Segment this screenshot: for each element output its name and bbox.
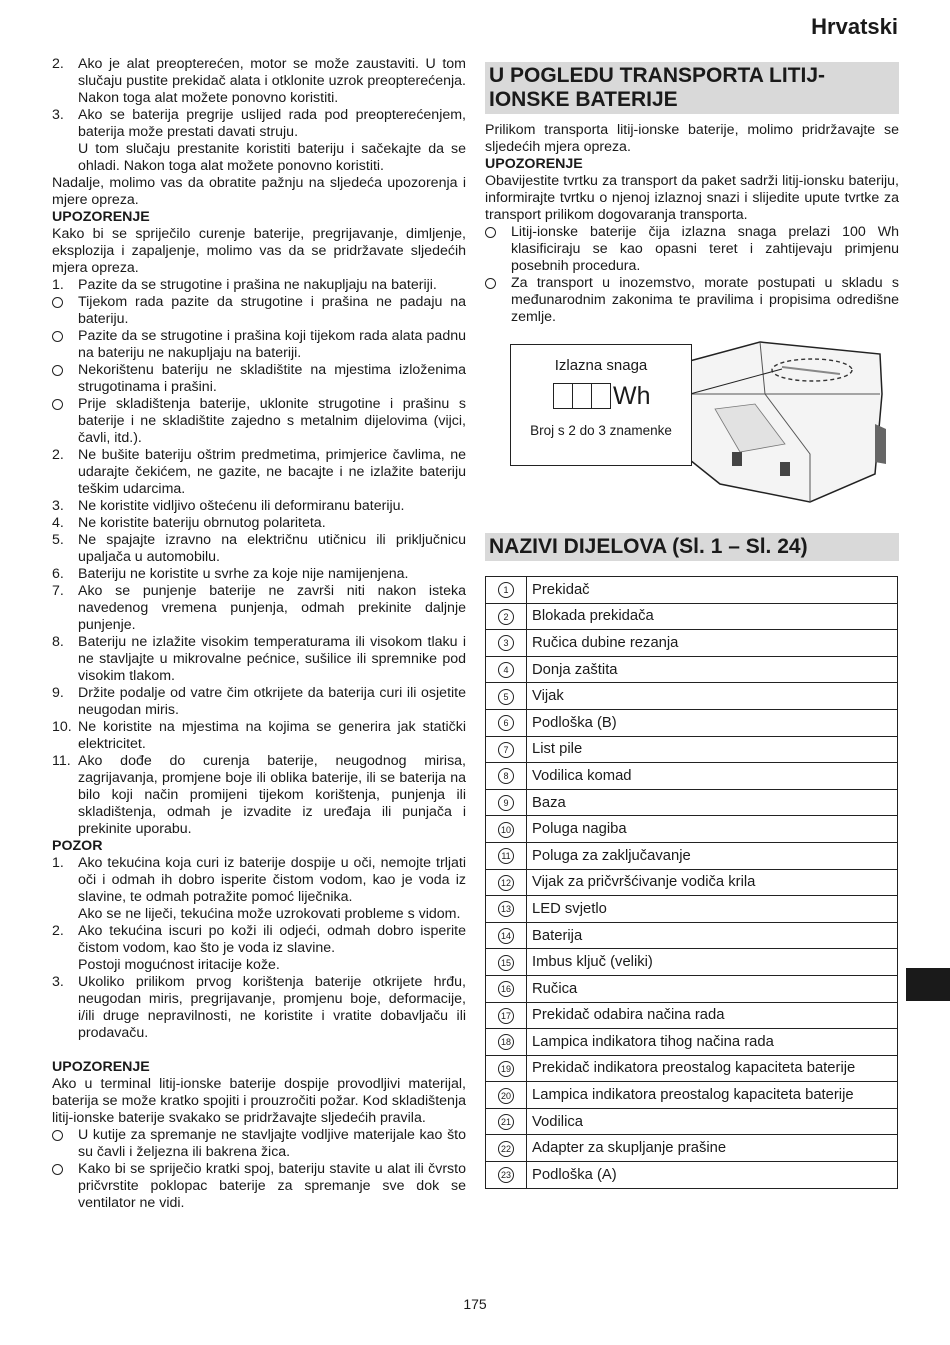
part-name: Poluga za zaključavanje <box>527 842 898 869</box>
table-row <box>486 1162 898 1189</box>
table-row <box>486 1108 898 1135</box>
part-number-cell <box>486 1002 527 1029</box>
bullet-item <box>52 1161 466 1212</box>
part-number-cell <box>486 656 527 683</box>
item-text: Ako dođe do curenja baterije, neugodnog mirisa, zagrijavanja, promjene boje ili oblika baterije, ili se baterija na bilo koji način promijeni tijekom korištenja, punjenja ili skladištenja, odmah je izvadite iz uređaja ili punjača i prekinite uporabu. <box>78 753 466 837</box>
table-row <box>486 816 898 843</box>
list-item <box>52 719 466 753</box>
list-item <box>52 685 466 719</box>
table-row <box>486 656 898 683</box>
item-number: 1. <box>52 277 64 293</box>
item-text: Ne spajajte izravno na električnu utičnicu ili priključnicu upaljača u automobilu. <box>78 532 466 565</box>
circle-bullet-icon <box>485 278 496 289</box>
part-number: 9 <box>498 795 514 811</box>
part-number: 4 <box>498 662 514 678</box>
table-row <box>486 1082 898 1109</box>
part-number-cell <box>486 869 527 896</box>
part-number-cell <box>486 816 527 843</box>
bullet-text: Nekorištenu bateriju ne skladištite na mjestima izloženima strugotinama i prašini. <box>78 362 466 395</box>
part-number-cell <box>486 683 527 710</box>
part-number: 12 <box>498 875 514 891</box>
item-number: 6. <box>52 566 64 582</box>
table-row <box>486 736 898 763</box>
parts-table <box>485 576 898 1189</box>
table-row <box>486 922 898 949</box>
item-text: Ako se punjenje baterije ne završi niti nakon isteka navedenog vremena punjenja, odmah prekinite daljnje punjenje. <box>78 583 466 633</box>
item-number: 3. <box>52 107 64 123</box>
list-item <box>52 753 466 838</box>
table-row <box>486 1135 898 1162</box>
item-text: Ako se baterija pregrije uslijed rada pod preopterećenjem, baterija može prestati davati struju. <box>78 107 466 140</box>
label-note: Broj s 2 do 3 znamenke <box>530 423 672 438</box>
part-number-cell <box>486 603 527 630</box>
part-number-cell <box>486 922 527 949</box>
part-number: 20 <box>498 1088 514 1104</box>
part-name: Vijak <box>527 683 898 710</box>
part-number: 14 <box>498 928 514 944</box>
part-number-cell <box>486 949 527 976</box>
bullet-text: Litij-ionske baterije čija izlazna snaga prelazi 100 Wh klasificiraju se kao opasni teret i zahtijevaju primjenu posebnih procedura. <box>511 224 899 274</box>
part-name: Podloška (A) <box>527 1162 898 1189</box>
item-text: Držite podalje od vatre čim otkrijete da baterija curi ili osjetite neugodan miris. <box>78 685 466 718</box>
part-number-cell <box>486 975 527 1002</box>
left-column <box>52 56 466 1212</box>
part-name: Baterija <box>527 922 898 949</box>
table-row <box>486 577 898 604</box>
language-label: Hrvatski <box>811 14 898 39</box>
table-row <box>486 603 898 630</box>
circle-bullet-icon <box>52 331 63 342</box>
page-number: 175 <box>463 1296 487 1312</box>
table-row <box>486 709 898 736</box>
part-number-cell <box>486 630 527 657</box>
item-number: 2. <box>52 56 64 72</box>
item-text: Bateriju ne izlažite visokim temperaturama ili visokom tlaku i ne stavljajte u mikrovalne pećnice, sušilice ili spremnike pod visokim tlakom. <box>78 634 466 684</box>
part-number: 16 <box>498 981 514 997</box>
item-text: Ako tekućina iscuri po koži ili odjeći, odmah dobro isperite čistom vodom, kao što je voda iz slavine. <box>78 923 466 956</box>
unit-label: Wh <box>613 382 651 410</box>
bullet-text: U kutije za spremanje ne stavljajte vodljive materijale kao što su čavli i željezna ili bakrena žica. <box>78 1127 466 1160</box>
part-number-cell <box>486 577 527 604</box>
wh-field <box>553 383 651 409</box>
part-name: LED svjetlo <box>527 896 898 923</box>
item-number: 2. <box>52 447 64 463</box>
circle-bullet-icon <box>485 227 496 238</box>
part-name: Baza <box>527 789 898 816</box>
circle-bullet-icon <box>52 365 63 376</box>
list-item <box>52 56 466 107</box>
part-number-cell <box>486 1135 527 1162</box>
battery-figure <box>510 334 886 504</box>
item-number: 10. <box>52 719 72 735</box>
table-row <box>486 869 898 896</box>
part-name: Vodilica <box>527 1108 898 1135</box>
item-text: Ako je alat preopterećen, motor se može zaustaviti. U tom slučaju pustite prekidač alata i otklonite uzrok preopterećenja. Nakon toga alat možete ponovno koristiti. <box>78 56 466 106</box>
bullet-text: Prije skladištenja baterije, uklonite strugotine i prašinu s baterije i ne skladištite zajedno s metalnim dijelovima (vijci, čavli, itd.). <box>78 396 466 446</box>
part-number: 17 <box>498 1008 514 1024</box>
item-text: Ne koristite na mjestima na kojima se generira jak statički elektricitet. <box>78 719 466 752</box>
list-item <box>52 566 466 583</box>
circle-bullet-icon <box>52 297 63 308</box>
part-number: 22 <box>498 1141 514 1157</box>
part-number: 19 <box>498 1061 514 1077</box>
warning-text: Ako u terminal litij-ionske baterije dospije provodljivi materijal, baterija se može kratko spojiti i prouzročiti požar. Kod skladištenja litij-ionske baterije svakako se pridržavajte sljedećih pravila. <box>52 1076 466 1126</box>
table-row <box>486 896 898 923</box>
part-number: 1 <box>498 582 514 598</box>
item-number: 2. <box>52 923 64 939</box>
part-name: Donja zaštita <box>527 656 898 683</box>
warning-title: UPOZORENJE <box>52 209 150 225</box>
part-number: 5 <box>498 689 514 705</box>
list-item <box>52 532 466 566</box>
item-number: 9. <box>52 685 64 701</box>
part-name: Ručica <box>527 975 898 1002</box>
part-number-cell <box>486 1055 527 1082</box>
part-name: List pile <box>527 736 898 763</box>
item-text: Ne koristite vidljivo oštećenu ili deformiranu bateriju. <box>78 498 405 514</box>
bullet-item <box>52 1127 466 1161</box>
part-number: 6 <box>498 715 514 731</box>
item-number: 4. <box>52 515 64 531</box>
part-name: Lampica indikatora preostalog kapaciteta baterije <box>527 1082 898 1109</box>
bullet-text: Kako bi se spriječio kratki spoj, bateriju stavite u alat ili čvrsto pričvrstite poklopac baterije za spremanje sve dok se ventilator ne vidi. <box>78 1161 466 1211</box>
table-row <box>486 1029 898 1056</box>
table-row <box>486 683 898 710</box>
item-text: Ne koristite bateriju obrnutog polariteta. <box>78 515 326 531</box>
list-item <box>52 107 466 141</box>
table-row <box>486 763 898 790</box>
part-name: Ručica dubine rezanja <box>527 630 898 657</box>
list-item <box>52 634 466 685</box>
bullet-text: Tijekom rada pazite da strugotine i prašina ne padaju na bateriju. <box>78 294 466 327</box>
part-number-cell <box>486 789 527 816</box>
part-name: Poluga nagiba <box>527 816 898 843</box>
item-continuation: Postoji mogućnost iritacije kože. <box>78 957 280 973</box>
intro-paragraph: Nadalje, molimo vas da obratite pažnju na sljedeća upozorenja i mjere opreza. <box>52 175 466 208</box>
bullet-item <box>52 294 466 328</box>
part-name: Prekidač indikatora preostalog kapaciteta baterije <box>527 1055 898 1082</box>
list-item <box>52 855 466 906</box>
part-number: 2 <box>498 609 514 625</box>
item-continuation: Ako se ne liječi, tekućina može uzrokovati probleme s vidom. <box>78 906 461 922</box>
part-number-cell <box>486 1082 527 1109</box>
table-row <box>486 789 898 816</box>
table-row <box>486 975 898 1002</box>
transport-warning-text: Obavijestite tvrtku za transport da paket sadrži litij-ionsku bateriju, informirajte tvrtku o njenoj izlaznoj snazi i slijedite upute tvrtke za transport prilikom dogovaranja transporta. <box>485 173 899 223</box>
table-row <box>486 842 898 869</box>
part-name: Prekidač <box>527 577 898 604</box>
part-number: 3 <box>498 635 514 651</box>
part-name: Lampica indikatora tihog načina rada <box>527 1029 898 1056</box>
right-column <box>485 62 899 326</box>
part-number-cell <box>486 1162 527 1189</box>
circle-bullet-icon <box>52 1130 63 1141</box>
label-title: Izlazna snaga <box>554 357 648 374</box>
transport-intro: Prilikom transporta litij-ionske baterije, molimo pridržavajte se sljedećih mjera opreza. <box>485 122 899 155</box>
circle-bullet-icon <box>52 399 63 410</box>
part-name: Adapter za skupljanje prašine <box>527 1135 898 1162</box>
warning-text: Kako bi se spriječilo curenje baterije, pregrijavanje, dimljenje, eksplozija i zapaljenje, molimo vas da se pridržavate sljedećih mjera opreza. <box>52 226 466 276</box>
item-number: 11. <box>52 753 71 769</box>
table-row <box>486 1002 898 1029</box>
part-number-cell <box>486 896 527 923</box>
bullet-item <box>485 224 899 275</box>
parts-heading: NAZIVI DIJELOVA (Sl. 1 – Sl. 24) <box>485 533 899 561</box>
table-row <box>486 949 898 976</box>
part-name: Prekidač odabira načina rada <box>527 1002 898 1029</box>
part-number: 7 <box>498 742 514 758</box>
item-text: Pazite da se strugotine i prašina ne nakupljaju na bateriji. <box>78 277 437 293</box>
part-number: 13 <box>498 901 514 917</box>
item-text: Ukoliko prilikom prvog korištenja baterije otkrijete hrđu, neugodan miris, pregrijavanje, promjenu boje, deformacije, i/ili druge nepravilnosti, ne koristite i vratite dobavljaču ili prodavaču. <box>78 974 466 1041</box>
list-item <box>52 447 466 498</box>
list-item <box>52 277 466 294</box>
output-power-label <box>510 344 692 466</box>
part-number: 10 <box>498 822 514 838</box>
part-number: 15 <box>498 955 514 971</box>
part-number-cell <box>486 736 527 763</box>
part-number: 23 <box>498 1167 514 1183</box>
warning-title: UPOZORENJE <box>52 1059 150 1075</box>
part-number: 21 <box>498 1114 514 1130</box>
part-number-cell <box>486 1029 527 1056</box>
part-number-cell <box>486 1108 527 1135</box>
transport-heading: U POGLEDU TRANSPORTA LITIJ-IONSKE BATERIJE <box>485 62 899 114</box>
transport-warning-title: UPOZORENJE <box>485 156 583 172</box>
item-number: 8. <box>52 634 64 650</box>
part-name: Vijak za pričvršćivanje vodiča krila <box>527 869 898 896</box>
item-number: 5. <box>52 532 64 548</box>
bullet-text: Pazite da se strugotine i prašina koji tijekom rada alata padnu na bateriju ne nakupljaju na bateriji. <box>78 328 466 361</box>
bullet-item <box>485 275 899 326</box>
part-number-cell <box>486 763 527 790</box>
part-name: Imbus ključ (veliki) <box>527 949 898 976</box>
circle-bullet-icon <box>52 1164 63 1175</box>
list-item <box>52 515 466 532</box>
part-number-cell <box>486 709 527 736</box>
list-item <box>52 974 466 1042</box>
part-name: Vodilica komad <box>527 763 898 790</box>
item-text: Bateriju ne koristite u svrhe za koje nije namijenjena. <box>78 566 409 582</box>
bullet-item <box>52 396 466 447</box>
part-number: 11 <box>498 848 514 864</box>
list-item <box>52 923 466 957</box>
item-number: 3. <box>52 974 64 990</box>
section-tab <box>906 968 950 1001</box>
part-number: 8 <box>498 768 514 784</box>
list-item <box>52 583 466 634</box>
bullet-item <box>52 328 466 362</box>
item-text: Ako tekućina koja curi iz baterije dospije u oči, nemojte trljati oči i odmah ih dobro isperite čistom vodom, kao je voda iz slavine, te odmah potražite pomoć liječnika. <box>78 855 466 905</box>
item-continuation: U tom slučaju prestanite koristiti bateriju i sačekajte da se ohladi. Nakon toga alat možete ponovno koristiti. <box>78 141 466 174</box>
part-number: 18 <box>498 1034 514 1050</box>
list-item <box>52 498 466 515</box>
part-number-cell <box>486 842 527 869</box>
bullet-text: Za transport u inozemstvo, morate postupati u skladu s međunarodnim zakonima te pravilima i propisima odredišne zemlje. <box>511 275 899 325</box>
item-number: 7. <box>52 583 64 599</box>
item-text: Ne bušite bateriju oštrim predmetima, primjerice čavlima, ne udarajte čekićem, ne gazite, ne bacajte i ne izlažite bateriju teškim udarcima. <box>78 447 466 497</box>
item-number: 3. <box>52 498 64 514</box>
table-row <box>486 630 898 657</box>
part-name: Blokada prekidača <box>527 603 898 630</box>
bullet-item <box>52 362 466 396</box>
part-name: Podloška (B) <box>527 709 898 736</box>
caution-title: POZOR <box>52 838 103 854</box>
table-row <box>486 1055 898 1082</box>
item-number: 1. <box>52 855 64 871</box>
